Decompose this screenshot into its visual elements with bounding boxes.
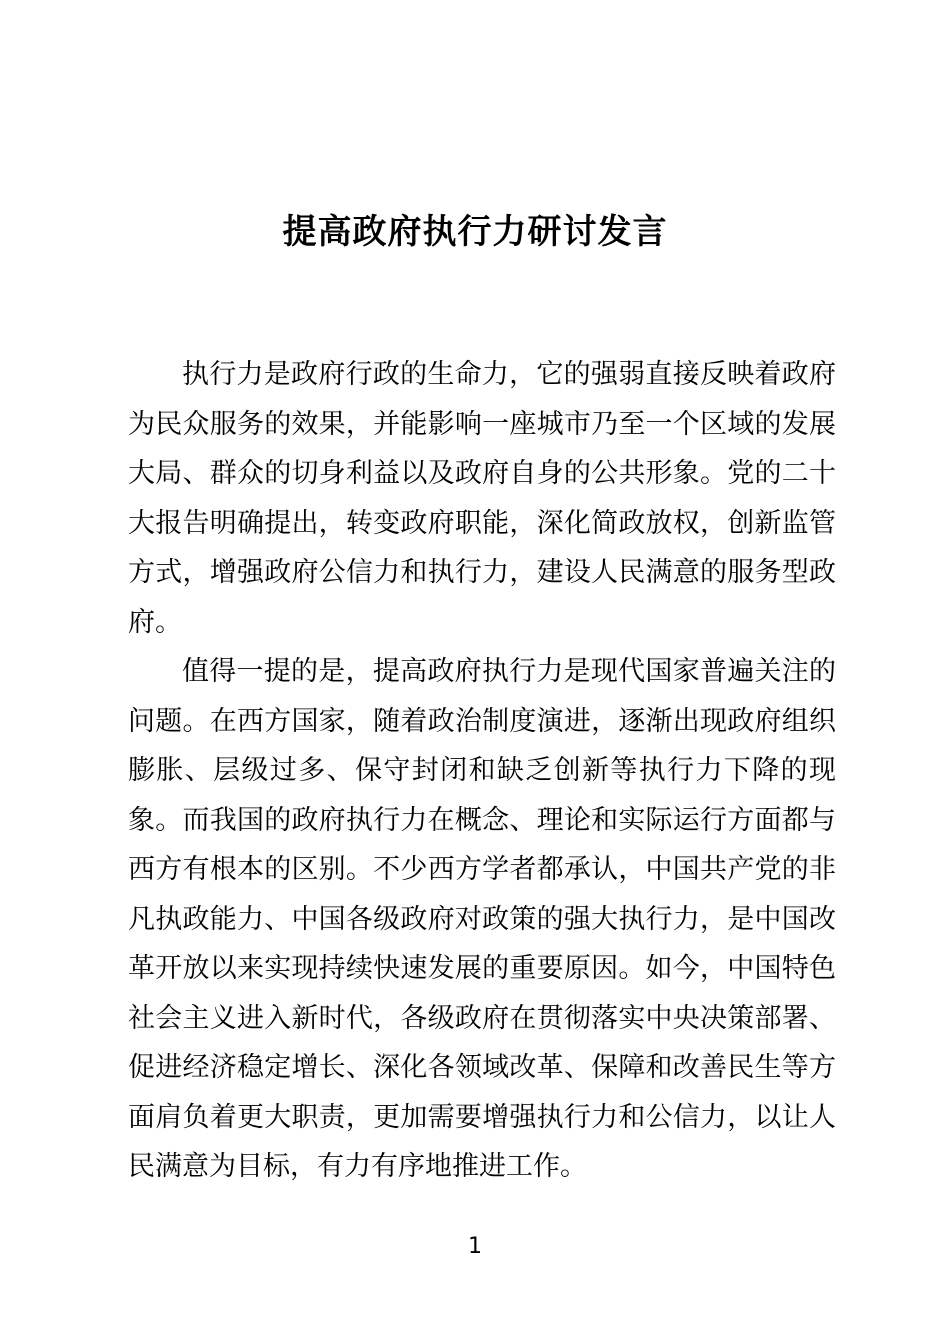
document-title: 提高政府执行力研讨发言 [282,212,668,252]
page-number: 1 [468,1234,482,1259]
document-body [128,350,836,1192]
paragraph-2: 值得一提的是，提高政府执行力是现代国家普遍关注的问题。在西方国家，随着政治制度演进，逐渐出现政府组织膨胀、层级过多、保守封闭和缺乏创新等执行力下降的现象。而我国的政府执行力在概念、理论和实际运行方面都与西方有根本的区别。不少西方学者都承认，中国共产党的非凡执政能力、中国各级政府对政策的强大执行力，是中国改革开放以来实现持续快速发展的重要原因。如今，中国特色社会主义进入新时代，各级政府在贯彻落实中央决策部署、促进经济稳定增长、深化各领域改革、保障和改善民生等方面肩负着更大职责，更加需要增强执行力和公信力，以让人民满意为目标，有力有序地推进工作。 [128,656,836,1182]
paragraph-1: 执行力是政府行政的生命力，它的强弱直接反映着政府为民众服务的效果，并能影响一座城市乃至一个区域的发展大局、群众的切身利益以及政府自身的公共形象。党的二十大报告明确提出，转变政府职能，深化简政放权，创新监管方式，增强政府公信力和执行力，建设人民满意的服务型政府。 [128,359,836,638]
